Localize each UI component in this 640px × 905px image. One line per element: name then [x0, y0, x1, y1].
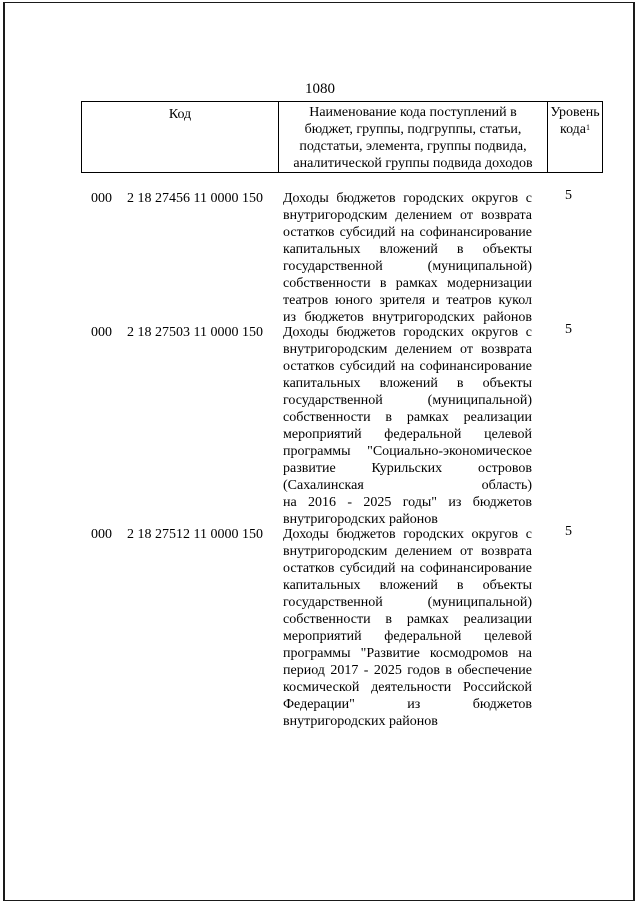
description-line: Доходы бюджетов городских округов с: [283, 191, 532, 206]
description-line: капитальных вложений в объекты: [283, 578, 532, 593]
description-line: внутригородским делением от возврата: [283, 342, 532, 357]
description-line: (Сахалинская область): [283, 478, 532, 493]
description-line: капитальных вложений в объекты: [283, 242, 532, 257]
level-value: 5: [565, 524, 572, 539]
description-line: внутригородских районов: [283, 714, 438, 729]
revenue-description: [283, 324, 532, 528]
description-line: мероприятий федеральной целевой: [283, 629, 532, 644]
header-level-line2: кода: [559, 122, 587, 137]
level-value: 5: [565, 322, 572, 337]
header-code-label: Код: [168, 107, 192, 122]
page-number: 1080: [305, 81, 335, 97]
description-line: остатков субсидий на софинансирование: [283, 561, 532, 576]
header-name-line: подстатьи, элемента, группы подвида,: [299, 139, 527, 154]
description-line: программы "Социально-экономическое: [283, 444, 532, 459]
header-code: [82, 102, 279, 173]
header-level-line1: Уровень: [550, 105, 600, 120]
header-level: [548, 102, 603, 173]
description-line: государственной (муниципальной): [283, 393, 532, 408]
description-line: театров юного зрителя и театров кукол: [283, 293, 532, 308]
admin-code: 000: [91, 527, 112, 542]
description-line: собственности в рамках реализации: [283, 410, 532, 425]
description-line: остатков субсидий на софинансирование: [283, 225, 532, 240]
description-line: государственной (муниципальной): [283, 259, 532, 274]
revenue-code: 2 18 27456 11 0000 150: [127, 191, 263, 206]
header-level-footnote: 1: [586, 123, 591, 132]
description-line: на 2016 - 2025 годы" из бюджетов: [283, 495, 532, 510]
revenue-description: [283, 190, 532, 326]
description-line: остатков субсидий на софинансирование: [283, 359, 532, 374]
header-name-line: бюджет, группы, подгруппы, статьи,: [304, 122, 522, 137]
description-line: космической деятельности Российской: [283, 680, 532, 695]
description-line: внутригородским делением от возврата: [283, 544, 532, 559]
description-line: Доходы бюджетов городских округов с: [283, 527, 532, 542]
revenue-description: [283, 526, 532, 730]
description-line: государственной (муниципальной): [283, 595, 532, 610]
description-line: внутригородских районов: [283, 512, 438, 527]
description-line: собственности в рамках реализации: [283, 612, 532, 627]
revenue-code: 2 18 27503 11 0000 150: [127, 325, 263, 340]
description-line: капитальных вложений в объекты: [283, 376, 532, 391]
header-name-line: Наименование кода поступлений в: [309, 105, 517, 120]
description-line: внутригородским делением от возврата: [283, 208, 532, 223]
description-line: собственности в рамках модернизации: [283, 276, 532, 291]
description-line: из бюджетов внутригородских районов: [283, 310, 532, 325]
header-name: [279, 102, 548, 173]
admin-code: 000: [91, 325, 112, 340]
table-header: [81, 101, 603, 173]
description-line: период 2017 - 2025 годов в обеспечение: [283, 663, 532, 678]
revenue-code: 2 18 27512 11 0000 150: [127, 527, 263, 542]
level-value: 5: [565, 188, 572, 203]
admin-code: 000: [91, 191, 112, 206]
description-line: мероприятий федеральной целевой: [283, 427, 532, 442]
header-name-line: аналитической группы подвида доходов: [293, 156, 533, 171]
description-line: программы "Развитие космодромов на: [283, 646, 532, 661]
description-line: Федерации" из бюджетов: [283, 697, 532, 712]
description-line: развитие Курильских островов: [283, 461, 532, 476]
description-line: Доходы бюджетов городских округов с: [283, 325, 532, 340]
